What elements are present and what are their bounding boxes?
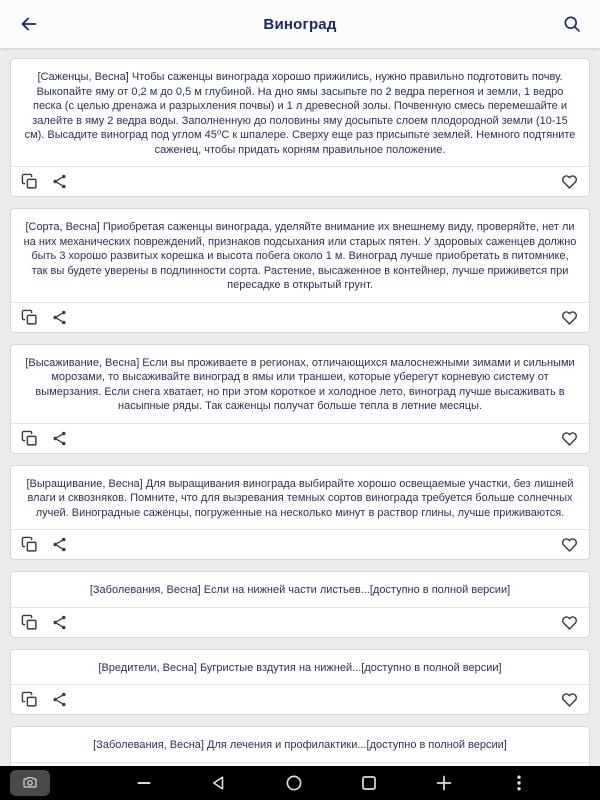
more-dots-icon — [509, 773, 529, 793]
nav-plus-button[interactable] — [431, 770, 457, 796]
nav-recents-button[interactable] — [356, 770, 382, 796]
tip-card — [10, 649, 590, 716]
favorite-button[interactable] — [560, 172, 579, 191]
card-text: [Заболевания, Весна] Если на нижней части листьев...[доступно в полной версии] — [89, 584, 511, 597]
card-footer — [11, 529, 589, 559]
share-button[interactable] — [51, 173, 68, 190]
page-title: Виноград — [263, 15, 337, 33]
favorite-button[interactable] — [560, 308, 579, 327]
copy-icon — [21, 309, 38, 326]
copy-button[interactable] — [21, 691, 38, 708]
share-button[interactable] — [51, 691, 68, 708]
share-button[interactable] — [51, 430, 68, 447]
search-button[interactable] — [562, 14, 582, 34]
nav-home-button[interactable] — [281, 770, 307, 796]
card-text: [Вредители, Весна] Бугристые вздутия на нижней...[доступно в полной версии] — [98, 661, 502, 674]
screenshot-button[interactable] — [10, 770, 50, 796]
copy-icon — [21, 691, 38, 708]
home-circle-icon — [284, 773, 304, 793]
app-bar — [0, 0, 600, 48]
share-icon — [51, 691, 68, 708]
tip-card — [10, 208, 590, 333]
copy-icon — [21, 430, 38, 447]
card-text: [Заболевания, Весна] Для лечения и профилактики...[доступно в полной версии] — [93, 739, 507, 752]
favorite-button[interactable] — [560, 535, 579, 554]
share-button[interactable] — [51, 309, 68, 326]
copy-button[interactable] — [21, 536, 38, 553]
android-nav-bar — [0, 766, 600, 800]
copy-button[interactable] — [21, 173, 38, 190]
heart-icon — [560, 613, 579, 632]
nav-more-button[interactable] — [506, 770, 532, 796]
heart-icon — [560, 690, 579, 709]
card-footer — [11, 607, 589, 637]
copy-button[interactable] — [21, 309, 38, 326]
heart-icon — [560, 535, 579, 554]
back-button[interactable] — [18, 13, 40, 35]
plus-icon — [434, 773, 454, 793]
back-triangle-icon — [209, 773, 229, 793]
heart-icon — [560, 308, 579, 327]
copy-button[interactable] — [21, 430, 38, 447]
screenshot-camera-icon — [22, 775, 38, 791]
card-text: [Высаживание, Весна] Если вы проживаете в регионах, отличающихся малоснежными зимами и сильными морозами, то высаживайте виноград в ямы или траншеи, которые уберегут корневую систему от вымерзания. Если снега хватает, но при этом короткое и холодное лето, виноград лучше высаживать в насыпные ряды. Так саженцы получат больше тепла в летние месяцы. — [25, 356, 575, 413]
heart-icon — [560, 429, 579, 448]
card-footer — [11, 423, 589, 453]
card-text: [Выращивание, Весна] Для выращивания винограда выбирайте хорошо освещаемые участки, без лишней влаги и сквозняков. Помните, что для вызревания темных сортов винограда требуется больше солнечных лучей. Виноградные саженцы, погруженные на несколько минут в раствор глины, лучше приживаются. — [26, 477, 574, 519]
share-button[interactable] — [51, 536, 68, 553]
minimize-button[interactable] — [131, 770, 157, 796]
recents-square-icon — [359, 773, 379, 793]
heart-icon — [560, 172, 579, 191]
share-button[interactable] — [51, 614, 68, 631]
copy-icon — [21, 173, 38, 190]
copy-button[interactable] — [21, 614, 38, 631]
tip-card — [10, 465, 590, 561]
cards-list — [0, 48, 600, 766]
minimize-dash-icon — [134, 773, 154, 793]
favorite-button[interactable] — [560, 690, 579, 709]
share-icon — [51, 309, 68, 326]
card-footer — [11, 684, 589, 714]
card-footer — [11, 302, 589, 332]
share-icon — [51, 536, 68, 553]
copy-icon — [21, 614, 38, 631]
back-arrow-icon — [18, 13, 40, 35]
card-footer — [11, 166, 589, 196]
tip-card — [10, 344, 590, 454]
copy-icon — [21, 536, 38, 553]
share-icon — [51, 430, 68, 447]
tip-card — [10, 571, 590, 638]
favorite-button[interactable] — [560, 613, 579, 632]
tip-card — [10, 58, 590, 197]
nav-back-button[interactable] — [206, 770, 232, 796]
card-text: [Сорта, Весна] Приобретая саженцы винограда, уделяйте внимание их внешнему виду, проверяйте, нет ли на них механических повреждений, признаков подсыхания или старых пятен. У здоровых саженцев должно быть 3 хорошо развитых корешка и высота побега около 1 м. Виноград лучше приобретать в питомнике, так вы будете уверены в подлинности сорта. Растение, высаженное в контейнер, лучше приживется при пересадке в открытый грунт. — [23, 221, 577, 292]
search-icon — [562, 14, 582, 34]
favorite-button[interactable] — [560, 429, 579, 448]
share-icon — [51, 614, 68, 631]
tip-card — [10, 726, 590, 766]
card-text: [Саженцы, Весна] Чтобы саженцы винограда хорошо прижились, нужно правильно подготовить почву. Выкопайте яму от 0,2 м до 0,5 м глубиной. На дно ямы засыпьте по 2 ведра перегноя и земли, 1 ведро песка (с целью дренажа и разрыхления почвы) и 1 л древесной золы. Почвенную смесь перемешайте и залейте в яму 2 ведра воды. Заполненную до половины яму досыпьте слоем плодородной земли (10-15 см). Высадите виноград под углом 45⁰С к шпалере. Сверху еще раз присыпьте землей. Немного подтяните саженец, чтобы придать корням правильное положение. — [24, 71, 576, 156]
share-icon — [51, 173, 68, 190]
nav-icons-group — [50, 770, 590, 796]
